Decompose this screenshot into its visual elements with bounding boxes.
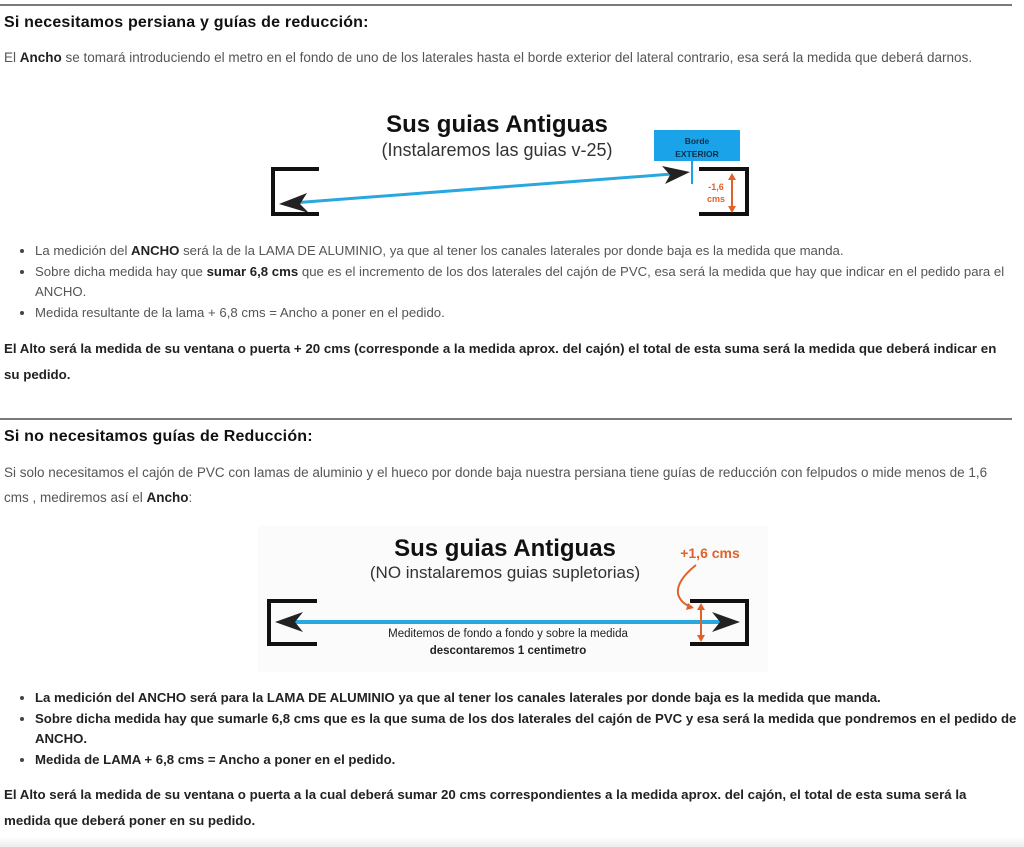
section1-height-note: El Alto será la medida de su ventana o puerta + 20 cms (corresponde a la medida aprox. del cajón) el total de esta suma será la medida que deberá indicar en su pedido. xyxy=(4,341,997,382)
section2-heading: Si no necesitamos guías de Reducción: xyxy=(4,428,313,445)
diagram-no-supplementary-guides xyxy=(258,526,768,672)
section2-bullets xyxy=(16,688,1020,770)
section-divider xyxy=(0,4,1012,6)
list-item: • La medición del ANCHO será para la LAMA DE ALUMINIO ya que al tener los canales laterales por donde baja es la medida que manda. xyxy=(35,688,1020,709)
section1-bullets xyxy=(16,241,1020,323)
section2-intro: Si solo necesitamos el cajón de PVC con lamas de aluminio y el hueco por donde baja nuestra persiana tiene guías de reducción con felpudos o mide menos de 1,6 cms , mediremos así el Ancho: xyxy=(4,465,988,505)
exterior-edge-label-2: EXTERIOR xyxy=(675,149,719,159)
bottom-fade xyxy=(0,837,1024,847)
list-item: • Medida de LAMA + 6,8 cms = Ancho a poner en el pedido. xyxy=(35,750,1020,771)
diagram2-subtitle: (NO instalaremos guias supletorias) xyxy=(369,563,641,582)
diagram2-caption-1: Meditemos de fondo a fondo y sobre la medida xyxy=(388,628,628,640)
section2-height-note: El Alto será la medida de su ventana o puerta a la cual deberá sumar 20 cms correspondientes a la medida aprox. del cajón, el total de esta suma será la medida que deberá poner en su pedido. xyxy=(4,787,967,828)
offset-label-2: cms xyxy=(706,194,726,204)
list-item: • La medición del ANCHO será la de la LAMA DE ALUMINIO, ya que al tener los canales laterales por donde baja es la medida que manda. xyxy=(35,241,1020,262)
section-divider xyxy=(0,418,1012,420)
diagram-old-guides-v25 xyxy=(262,104,762,224)
diagram2-title: Sus guias Antiguas xyxy=(394,535,616,562)
offset-label-1: -1,6 xyxy=(708,182,724,192)
diagram2-caption-2: descontaremos 1 centimetro xyxy=(429,645,587,657)
width-measure-line xyxy=(292,174,672,203)
list-item: • Sobre dicha medida hay que sumar 6,8 cms que es el incremento de los dos laterales del cajón de PVC, esa será la medida que hay que indicar en el pedido para el ANCHO. xyxy=(35,262,1020,303)
list-item: • Sobre dicha medida hay que sumarle 6,8 cms que es la que suma de los dos laterales del cajón de PVC y esa será la medida que pondremos en el pedido de ANCHO. xyxy=(35,709,1020,750)
ancho-term: Ancho xyxy=(19,50,62,65)
section1-intro: El Ancho se tomará introduciendo el metro en el fondo de uno de los laterales hasta el borde exterior del lateral contrario, esa será la medida que deberá darnos. xyxy=(4,50,973,65)
section1-heading: Si necesitamos persiana y guías de reducción: xyxy=(4,14,369,31)
diagram2-offset-label: +1,6 cms xyxy=(680,545,740,561)
diagram1-title: Sus guias Antiguas xyxy=(386,111,608,138)
diagram1-subtitle: (Instalaremos las guias v-25) xyxy=(381,140,613,160)
ancho-term: Ancho xyxy=(146,490,189,505)
exterior-edge-label-1: Borde xyxy=(684,136,710,146)
list-item: • Medida resultante de la lama + 6,8 cms = Ancho a poner en el pedido. xyxy=(35,303,1020,324)
